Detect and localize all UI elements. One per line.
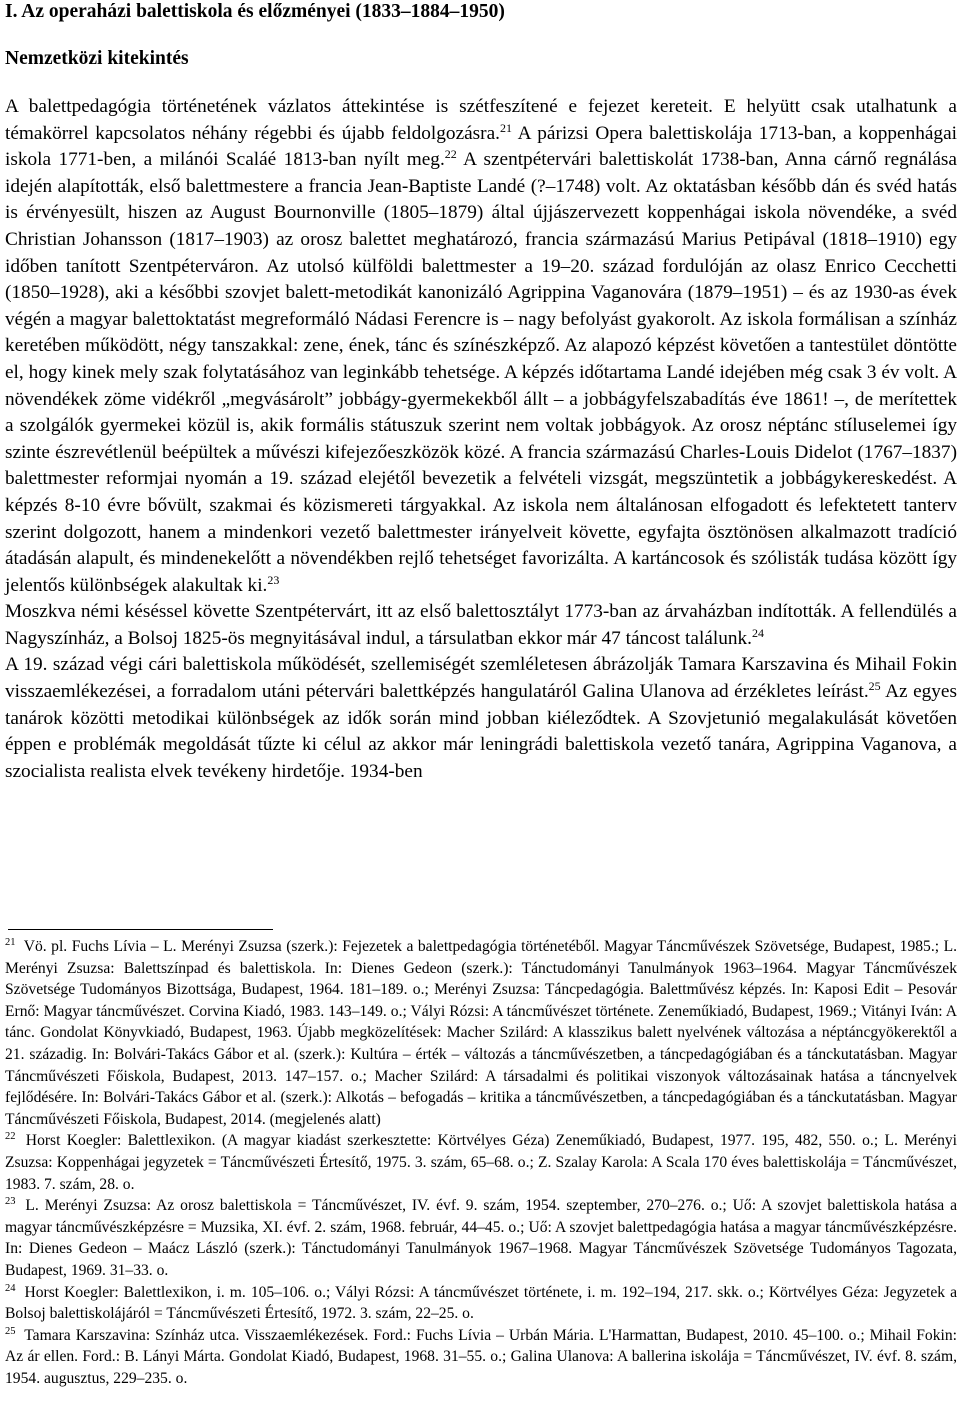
footnote-reference: 21 bbox=[499, 120, 512, 135]
paragraph-text: A balettpedagógia történetének vázlatos áttekintése is szétfeszítené e fejezet kereteit. E helyütt csak utalhatunk a témakörrel kapcsolatos néhány régebbi és újabb feldolgozásra. bbox=[5, 96, 957, 144]
footnote-number: 22 bbox=[5, 1131, 16, 1143]
section-heading: Nemzetközi kitekintés bbox=[5, 48, 189, 69]
paragraph bbox=[5, 94, 957, 599]
footnote bbox=[5, 1195, 957, 1281]
footnote-text: Horst Koegler: Balettlexikon, i. m. 105–106. o.; Vályi Rózsi: A táncművészet története, i. m. 192–194, 217. skk. o.; Körtvélyes Géza: Jegyzetek a Bolsoj balettiskolájáról = Táncművészeti Értesítő, 1972. 3. szám, 22–25. o. bbox=[5, 1283, 957, 1323]
paragraph bbox=[5, 652, 957, 785]
footnote-text: Vö. pl. Fuchs Lívia – L. Merényi Zsuzsa (szerk.): Fejezetek a balettpedagógia történetéből. Magyar Táncművészek Szövetsége, Budapest, 1985.; L. Merényi Zsuzsa: Balettszínpad és balettiskola. In: Dienes Gedeon (szerk.): Tánctudományi Tanulmányok 1963–1964. Magyar Táncművészek Szövetsége Tudományos Bizottsága, Budapest, 1964. 181–189. o.; Merényi Zsuzsa: Táncpedagógia. Balettművész képzés. In: Kaposi Edit – Pesovár Ernő: Magyar táncművészet. Corvina Kiadó, 1983. 143–149. o.; Vályi Rózsi: A táncművészet története. Zeneműkiadó, Budapest, 1969.; Vitányi Iván: A tánc. Gondolat Könyvkiadó, Budapest, 1963. Újabb megközelítések: Macher Szilárd: A klasszikus balett nyelvének változása a néptáncgyökerektől a 21. századig. In: Bolvári-Takács Gábor et al. (szerk.): Kultúra – érték – változás a táncművészetben, a táncpedagógiában és a tánckutatásban. Magyar Táncművészeti Főiskola, Budapest, 2013. 147–157. o.; Macher Szilárd: A társadalmi és politikai viszonyok változásainak hatása a táncnyelvek fejlődésére. In: Bolvári-Takács Gábor et al. (szerk.): Alkotás – befogadás – kritika a táncművészetben, a táncpedagógiában és a tánckutatásban. Magyar Táncművészeti Főiskola, Budapest, 2014. (megjelenés alatt) bbox=[5, 938, 957, 1128]
footnote-text: Tamara Karszavina: Színház utca. Visszaemlékezések. Ford.: Fuchs Lívia – Urbán Mária. L'Harmattan, Budapest, 2010. 45–100. o.; Mihail Fokin: Az ár ellen. Ford.: B. Lányi Márta. Gondolat Kiadó, Budapest, 1968. 31–55. o.; Galina Ulanova: A ballerina iskolája = Táncművészet, IV. évf. 8. szám, 1954. augusztus, 229–235. o. bbox=[5, 1326, 957, 1387]
footnote-number: 25 bbox=[5, 1325, 16, 1337]
chapter-heading: I. Az operaházi balettiskola és előzményei (1833–1884–1950) bbox=[5, 1, 505, 22]
footnote-reference: 22 bbox=[444, 147, 457, 162]
footnote-number: 23 bbox=[5, 1196, 16, 1208]
paragraph-text: Moszkva némi késéssel követte Szentpétervárt, itt az első balettosztályt 1773-ban az árvaházban indították. A fellendülés a Nagyszínház, a Bolsoj 1825-ös megnyitásával indul, a társulatban ekkor már 47 táncost találunk. bbox=[5, 601, 957, 649]
footnote bbox=[5, 1282, 957, 1325]
paragraph-text: A szentpétervári balettiskolát 1738-ban, Anna cárnő regnálása idején alapították, első balettmestere a francia Jean-Baptiste Landé (?–1748) volt. Az oktatásban később dán és svéd hatás is érvényesült, hiszen az August Bournonville (1805–1879) által újjászervezett koppenhágai iskola növendéke, a svéd Christian Johansson (1817–1903) az orosz balettet meghatározó, francia származású Marius Petipával (1818–1910) egy időben tanított Szentpéterváron. Az utolsó külföldi balettmester a 19–20. század fordulóján az olasz Enrico Cecchetti (1850–1928), aki a későbbi szovjet balett-metodikát kanonizáló Agrippina Vaganovára (1879–1951) – és az 1930-as évek végén a magyar balettoktatást megreformáló Nádasi Ferencre is – nagy befolyást gyakorolt. Az iskola formálisan a színház keretében működött, négy tanszakkal: zene, ének, tánc és színészképző. Az alapozó képzést követően a tantestület döntötte el, hogy kinek mely szak folytatásához van leginkább tehetsége. A képzés időtartama Landé idejében még csak 3 év volt. A növendékek zöme vidékről „megvásárolt” jobbágy-gyermekekből állt – a jobbágyfelszabadítás éve 1861! –, de merítettek a szolgálók gyermekei közül is, akik formális státuszuk szerint nem voltak jobbágyok. Az orosz néptánc stíluselemei így szinte észrevétlenül beépültek a művészi kifejezőeszközök közé. A francia származású Charles-Louis Didelot (1767–1837) balettmester reformjai nyomán a 19. század elejétől bevezetik a felvételi vizsgát, megszüntetik a jobbágykereskedést. A képzés 8-10 évre bővült, szakmai és közismereti tárgyakkal. Az iskola nem általánosan elfogadott és lefektetett tanterv szerint dolgozott, hanem a mindenkori vezető balettmester irányelveit követte, egyfajta ösztönösen alkalmazott tradíció átadásán alapult, és mindenekelőtt a növendékben rejlő tehetséget favorizálta. A kartáncosok és szólisták tudása között így jelentős különbségek alakultak ki. bbox=[5, 149, 957, 596]
footnote bbox=[5, 1130, 957, 1195]
paragraph-text: A párizsi Opera balettiskolája 1713-ban, a koppenhágai iskola 1771-ben, a milánói Scaláé 1813-ban nyílt meg. bbox=[5, 122, 957, 171]
footnote-divider bbox=[8, 929, 273, 930]
footnote-reference: 24 bbox=[751, 625, 764, 640]
footnote bbox=[5, 1325, 957, 1390]
footnote-text: Horst Koegler: Balettlexikon. (A magyar kiadást szerkesztette: Körtvélyes Géza) Zeneműkiadó, Budapest, 1977. 195, 482, 550. o.; L. Merényi Zsuzsa: Koppenhágai jegyzetek = Táncművészeti Értesítő, 1975. 3. szám, 65–68. o.; Z. Szalay Karola: A Scala 170 éves balettiskolája = Táncművészet, 1983. 7. szám, 28. o. bbox=[5, 1132, 957, 1193]
footnote-number: 24 bbox=[5, 1282, 16, 1294]
footnote-number: 21 bbox=[5, 937, 16, 948]
footnote-text: L. Merényi Zsuzsa: Az orosz balettiskola = Táncművészet, IV. évf. 9. szám, 1954. szeptember, 270–276. o.; Uő: A szovjet balettiskola hatása a magyar táncművészképzésre = Muzsika, XI. évf. 2. szám, 1968. február, 44–45. o.; Uő: A szovjet balettpedagógia hatása a magyar táncművészképzésre. In: Dienes Gedeon – Maácz László (szerk.): Tánctudományi Tanulmányok 1967–1968. Magyar Táncművészek Szövetsége Tudományos Tagozata, Budapest, 1969. 31–33. o. bbox=[5, 1197, 957, 1279]
paragraph-text: A 19. század végi cári balettiskola működését, szellemiségét szemléletesen ábrázolják Tamara Karszavina és Mihail Fokin visszaemlékezései, a forradalom utáni pétervári balettképzés hangulatáról Galina Ulanova ad érzékletes leírást. bbox=[5, 654, 957, 703]
body-text bbox=[5, 94, 957, 785]
paragraph bbox=[5, 599, 957, 652]
footnotes bbox=[5, 936, 957, 1389]
paragraph-text: Az egyes tanárok közötti metodikai különbségek az idők során mind jobban kiéleződtek. A Szovjetunió megalakulását követően éppen e problémák megoldását tűzte ki célul az akkor már leningrádi balettiskola vezető tanára, Agrippina Vaganova, a szocialista realista elvek tevékeny hirdetője. 1934-ben bbox=[5, 681, 957, 782]
footnote bbox=[5, 936, 957, 1130]
footnote-reference: 23 bbox=[267, 572, 280, 587]
footnote-reference: 25 bbox=[868, 679, 881, 694]
